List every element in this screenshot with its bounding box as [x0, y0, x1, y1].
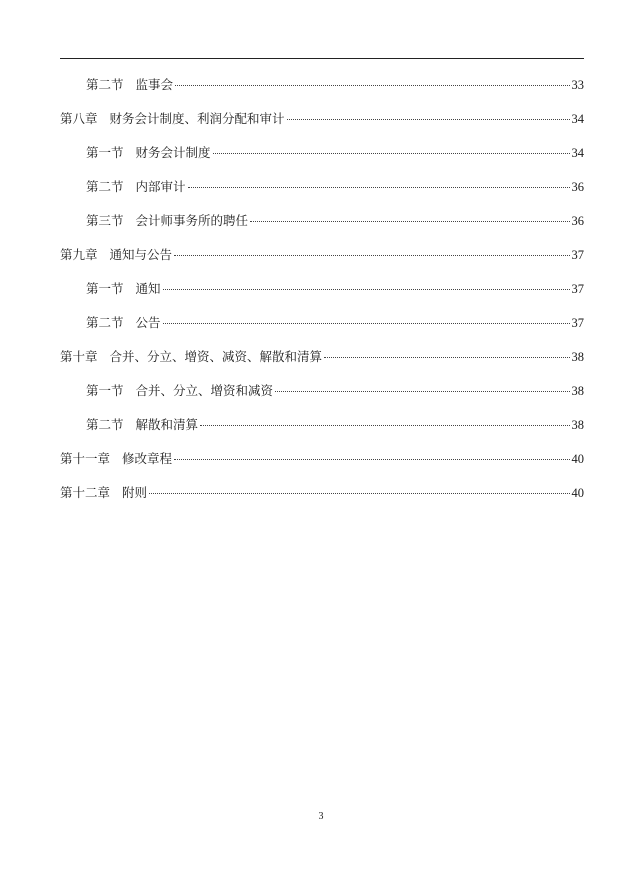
- toc-entry-title: 解散和清算: [135, 417, 199, 432]
- toc-entry[interactable]: [60, 208, 584, 242]
- toc-entry-page: 38: [571, 350, 584, 364]
- toc-entry-number: 第十章: [60, 349, 98, 364]
- toc-entry-title: 修改章程: [122, 451, 173, 466]
- toc-leader-dots: [175, 84, 569, 86]
- toc-entry-label: [60, 106, 285, 132]
- toc-entry[interactable]: [60, 242, 584, 276]
- toc-entry-title: 财务会计制度: [135, 145, 211, 160]
- toc-entry-number: 第二节: [86, 417, 124, 432]
- toc-entry[interactable]: [60, 344, 584, 378]
- toc-entry-page: 37: [571, 248, 584, 262]
- toc-entry[interactable]: [60, 174, 584, 208]
- toc-entry-label: [86, 412, 198, 438]
- table-of-contents: [60, 72, 584, 514]
- toc-entry-number: 第一节: [86, 383, 124, 398]
- toc-entry[interactable]: [60, 412, 584, 446]
- toc-entry-number: 第一节: [86, 281, 124, 296]
- toc-entry-label: [86, 378, 273, 404]
- toc-entry-page: 34: [571, 146, 584, 160]
- toc-entry-page: 37: [571, 282, 584, 296]
- toc-leader-dots: [250, 220, 569, 222]
- toc-entry-page: 36: [571, 180, 584, 194]
- toc-entry-page: 38: [571, 418, 584, 432]
- toc-entry-number: 第一节: [86, 145, 124, 160]
- toc-entry[interactable]: [60, 378, 584, 412]
- toc-entry[interactable]: [60, 276, 584, 310]
- toc-entry-label: [86, 310, 161, 336]
- toc-entry-label: [60, 242, 172, 268]
- toc-leader-dots: [200, 424, 569, 426]
- toc-entry-number: 第八章: [60, 111, 98, 126]
- toc-entry-label: [86, 208, 248, 234]
- toc-entry-title: 通知与公告: [109, 247, 173, 262]
- page-number: 3: [318, 811, 324, 822]
- toc-entry-number: 第九章: [60, 247, 98, 262]
- toc-entry-title: 合并、分立、增资、减资、解散和清算: [109, 349, 323, 364]
- toc-leader-dots: [163, 288, 570, 290]
- toc-leader-dots: [324, 356, 569, 358]
- toc-entry-page: 38: [571, 384, 584, 398]
- toc-leader-dots: [287, 118, 570, 120]
- toc-leader-dots: [275, 390, 569, 392]
- toc-entry-page: 40: [571, 452, 584, 466]
- toc-entry-page: 33: [571, 78, 584, 92]
- toc-leader-dots: [149, 492, 569, 494]
- toc-leader-dots: [163, 322, 570, 324]
- toc-entry[interactable]: [60, 446, 584, 480]
- toc-entry-title: 公告: [135, 315, 161, 330]
- toc-entry[interactable]: [60, 72, 584, 106]
- toc-leader-dots: [174, 458, 569, 460]
- toc-entry-number: 第三节: [86, 213, 124, 228]
- toc-leader-dots: [213, 152, 570, 154]
- toc-entry-label: [86, 140, 211, 166]
- toc-entry-number: 第二节: [86, 179, 124, 194]
- header-rule: [60, 58, 584, 59]
- toc-entry-label: [86, 276, 161, 302]
- toc-entry[interactable]: [60, 140, 584, 174]
- toc-entry-title: 会计师事务所的聘任: [135, 213, 249, 228]
- toc-entry-page: 40: [571, 486, 584, 500]
- toc-entry-label: [86, 72, 173, 98]
- toc-entry-title: 监事会: [135, 77, 174, 92]
- toc-entry-title: 内部审计: [135, 179, 186, 194]
- toc-entry-page: 34: [571, 112, 584, 126]
- toc-entry-label: [60, 446, 172, 472]
- toc-entry-number: 第十一章: [60, 451, 111, 466]
- toc-entry-label: [60, 480, 147, 506]
- toc-leader-dots: [174, 254, 569, 256]
- toc-entry-page: 37: [571, 316, 584, 330]
- toc-entry-label: [86, 174, 186, 200]
- toc-entry-title: 财务会计制度、利润分配和审计: [109, 111, 285, 126]
- toc-entry-number: 第二节: [86, 315, 124, 330]
- toc-entry-page: 36: [571, 214, 584, 228]
- toc-entry-title: 通知: [135, 281, 161, 296]
- toc-entry[interactable]: [60, 310, 584, 344]
- toc-entry-title: 附则: [122, 485, 148, 500]
- toc-entry-number: 第十二章: [60, 485, 111, 500]
- toc-entry[interactable]: [60, 106, 584, 140]
- toc-entry[interactable]: [60, 480, 584, 514]
- toc-entry-label: [60, 344, 322, 370]
- toc-leader-dots: [188, 186, 570, 188]
- toc-entry-title: 合并、分立、增资和减资: [135, 383, 274, 398]
- toc-entry-number: 第二节: [86, 77, 124, 92]
